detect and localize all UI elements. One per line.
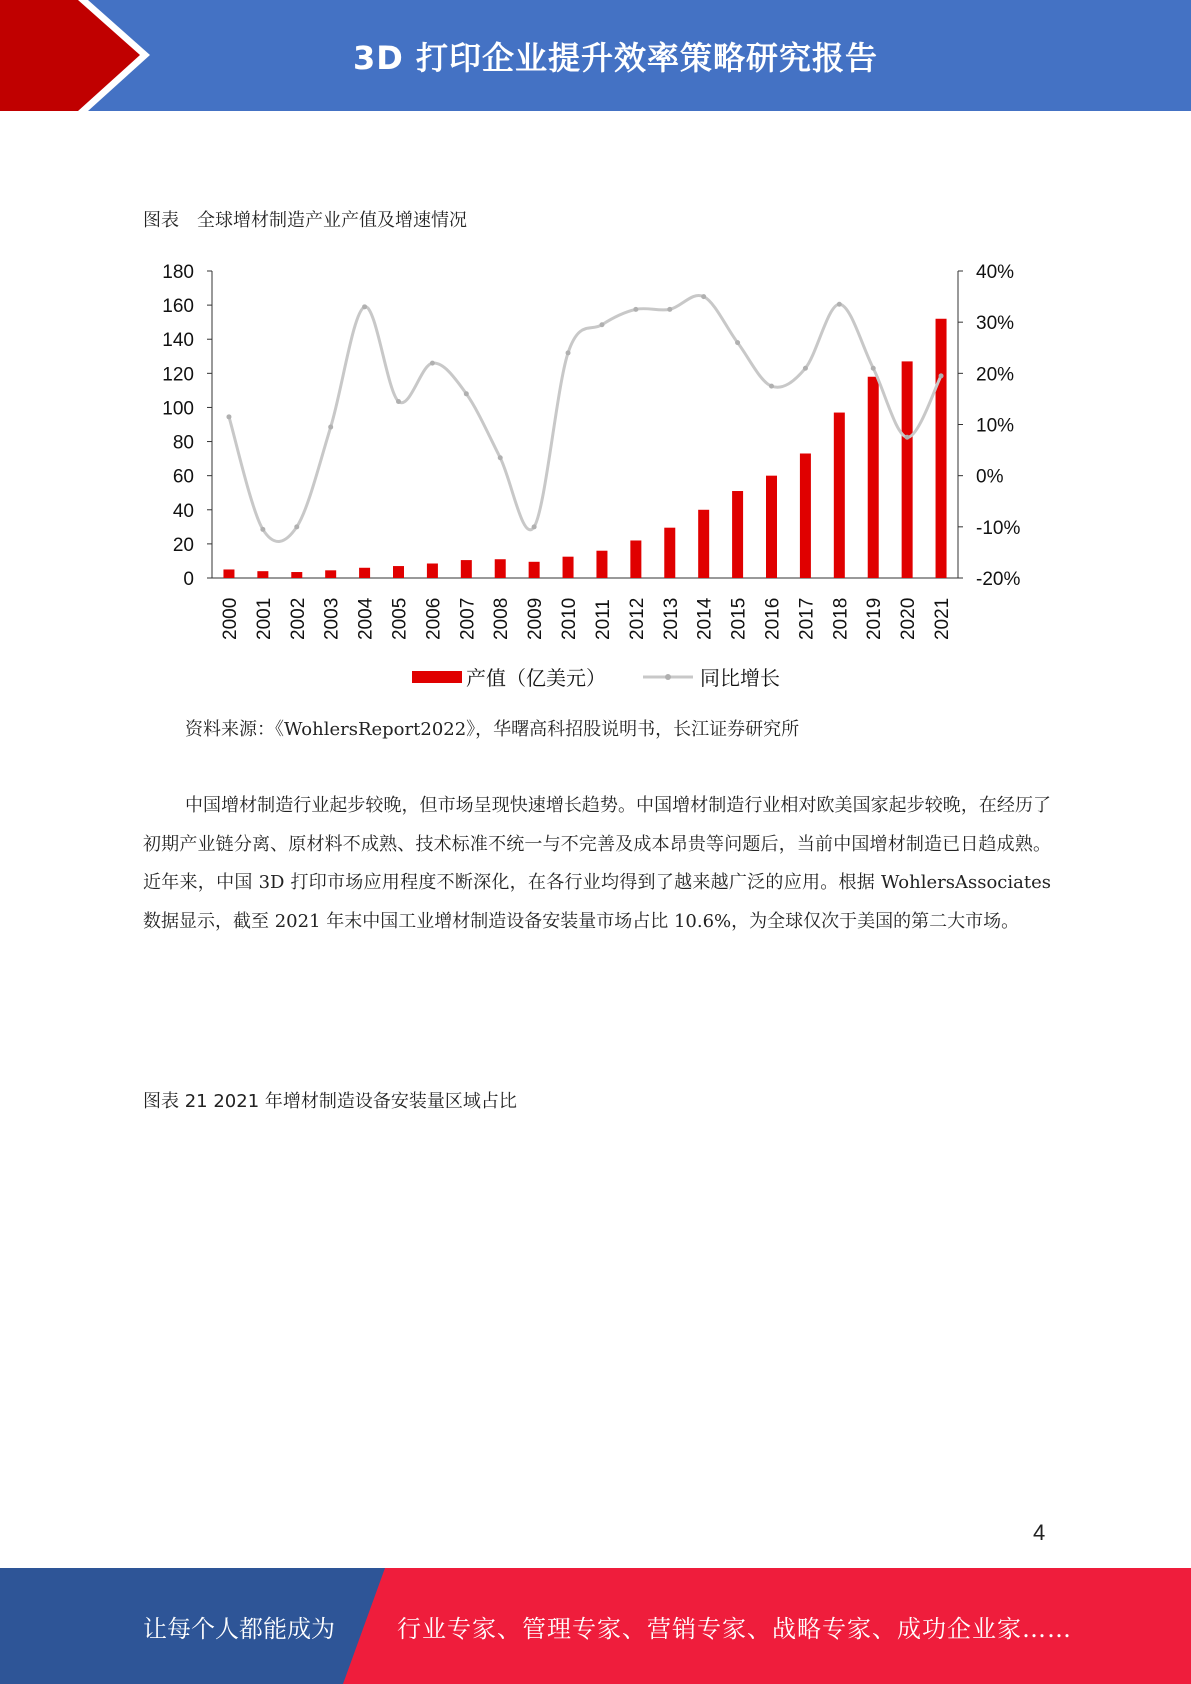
bar-2007 (461, 560, 472, 578)
bar-2001 (257, 571, 268, 578)
growth-point-2021 (939, 373, 944, 378)
x-tick-label: 2017 (796, 597, 818, 640)
bar-2013 (664, 528, 675, 578)
growth-point-2013 (667, 307, 672, 312)
growth-point-2004 (362, 304, 367, 309)
growth-point-2008 (498, 455, 503, 460)
growth-point-2007 (464, 391, 469, 396)
growth-point-2016 (769, 384, 774, 389)
growth-point-2003 (328, 425, 333, 430)
growth-point-2015 (735, 340, 740, 345)
bar-2021 (936, 319, 947, 578)
legend-bar-swatch (412, 671, 462, 683)
left-tick-label: 160 (162, 296, 194, 318)
x-tick-label: 2006 (423, 597, 445, 640)
bar-2008 (495, 559, 506, 578)
x-tick-label: 2005 (389, 597, 411, 640)
x-tick-label: 2003 (321, 597, 343, 640)
bar-2019 (868, 377, 879, 578)
x-tick-label: 2009 (525, 597, 547, 640)
growth-point-2020 (905, 435, 910, 440)
left-tick-label: 60 (172, 466, 194, 488)
bar-2004 (359, 568, 370, 578)
bar-2010 (563, 557, 574, 578)
bar-2009 (529, 562, 540, 578)
bar-2006 (427, 564, 438, 578)
body-paragraph: 中国增材制造行业起步较晚，但市场呈现快速增长趋势。中国增材制造行业相对欧美国家起步较晚，在经历了初期产业链分离、原材料不成熟、技术标准不统一与不完善及成本昂贵等问题后，当前中国增材制造已日趋成熟。近年来，中国 3D 打印市场应用程度不断深化，在各行业均得到了越来越广泛的应用。根据 WohlersAssociates 数据显示，截至 2021 年末中国工业增材制造设备安装量市场占比 10.6%，为全球仅次于美国的第二大市场。 (143, 795, 1051, 932)
page-footer (0, 1568, 1191, 1684)
bar-2020 (902, 361, 913, 578)
right-tick-label: 40% (976, 262, 1015, 283)
x-tick-label: 2008 (491, 597, 513, 640)
growth-point-2017 (803, 366, 808, 371)
x-tick-label: 2014 (694, 597, 716, 640)
left-tick-label: 180 (162, 262, 194, 283)
bar-2017 (800, 453, 811, 578)
x-tick-label: 2012 (626, 597, 648, 640)
bar-2014 (698, 510, 709, 578)
growth-point-2010 (566, 350, 571, 355)
growth-point-2019 (871, 366, 876, 371)
left-tick-label: 40 (172, 500, 194, 522)
right-tick-label: 20% (976, 364, 1015, 386)
output-growth-chart (140, 250, 1040, 700)
report-title: 3D 打印企业提升效率策略研究报告 (353, 38, 878, 77)
growth-point-2002 (294, 524, 299, 529)
right-tick-label: 30% (976, 313, 1015, 335)
page-number: 4 (1033, 1520, 1046, 1545)
x-tick-label: 2007 (457, 597, 479, 640)
left-tick-label: 140 (162, 330, 194, 352)
bar-2002 (291, 572, 302, 578)
x-tick-label: 2001 (253, 597, 275, 640)
x-tick-label: 2004 (355, 597, 377, 640)
growth-point-2011 (599, 322, 604, 327)
right-tick-label: 10% (976, 415, 1015, 437)
left-tick-label: 20 (172, 534, 194, 556)
bar-2003 (325, 570, 336, 578)
right-tick-label: -20% (976, 569, 1021, 590)
growth-point-2009 (532, 524, 537, 529)
bar-2000 (223, 569, 234, 578)
legend-line-label: 同比增长 (700, 666, 780, 690)
right-tick-label: -10% (976, 517, 1021, 539)
growth-point-2001 (260, 527, 265, 532)
legend-line-marker (665, 674, 671, 680)
x-tick-label: 2019 (864, 597, 886, 640)
growth-point-2014 (701, 294, 706, 299)
bar-2005 (393, 566, 404, 578)
bar-2016 (766, 476, 777, 578)
x-tick-label: 2016 (762, 597, 784, 640)
left-tick-label: 100 (162, 398, 194, 420)
left-tick-label: 120 (162, 364, 194, 386)
growth-point-2000 (226, 414, 231, 419)
footer-slogan-right: 行业专家、管理专家、营销专家、战略专家、成功企业家…… (397, 1614, 1072, 1643)
x-tick-label: 2021 (932, 597, 954, 640)
bar-2012 (630, 540, 641, 578)
x-tick-label: 2010 (559, 597, 581, 640)
x-tick-label: 2011 (592, 599, 614, 640)
x-tick-label: 2000 (219, 597, 241, 640)
bar-2011 (596, 551, 607, 578)
footer-slogan-left: 让每个人都能成为 (143, 1614, 335, 1643)
page-header (0, 0, 1191, 111)
left-tick-label: 0 (183, 569, 194, 590)
x-tick-label: 2013 (660, 597, 682, 640)
x-tick-label: 2002 (287, 597, 309, 640)
bar-2018 (834, 413, 845, 578)
bar-2015 (732, 491, 743, 578)
growth-point-2012 (633, 307, 638, 312)
left-tick-label: 80 (172, 432, 194, 454)
growth-point-2006 (430, 361, 435, 366)
x-tick-label: 2015 (728, 597, 750, 640)
growth-point-2005 (396, 399, 401, 404)
figure-caption: 图表 全球增材制造产业产值及增速情况 (143, 210, 467, 231)
legend-bar-label: 产值（亿美元） (466, 666, 606, 690)
figure-caption-2: 图表 21 2021 年增材制造设备安装量区域占比 (143, 1091, 517, 1112)
x-tick-label: 2020 (898, 597, 920, 640)
chart-source-note: 资料来源：《WohlersReport2022》，华曙高科招股说明书，长江证券研究所 (185, 719, 800, 740)
x-tick-label: 2018 (830, 597, 852, 640)
right-tick-label: 0% (976, 466, 1004, 488)
growth-point-2018 (837, 302, 842, 307)
